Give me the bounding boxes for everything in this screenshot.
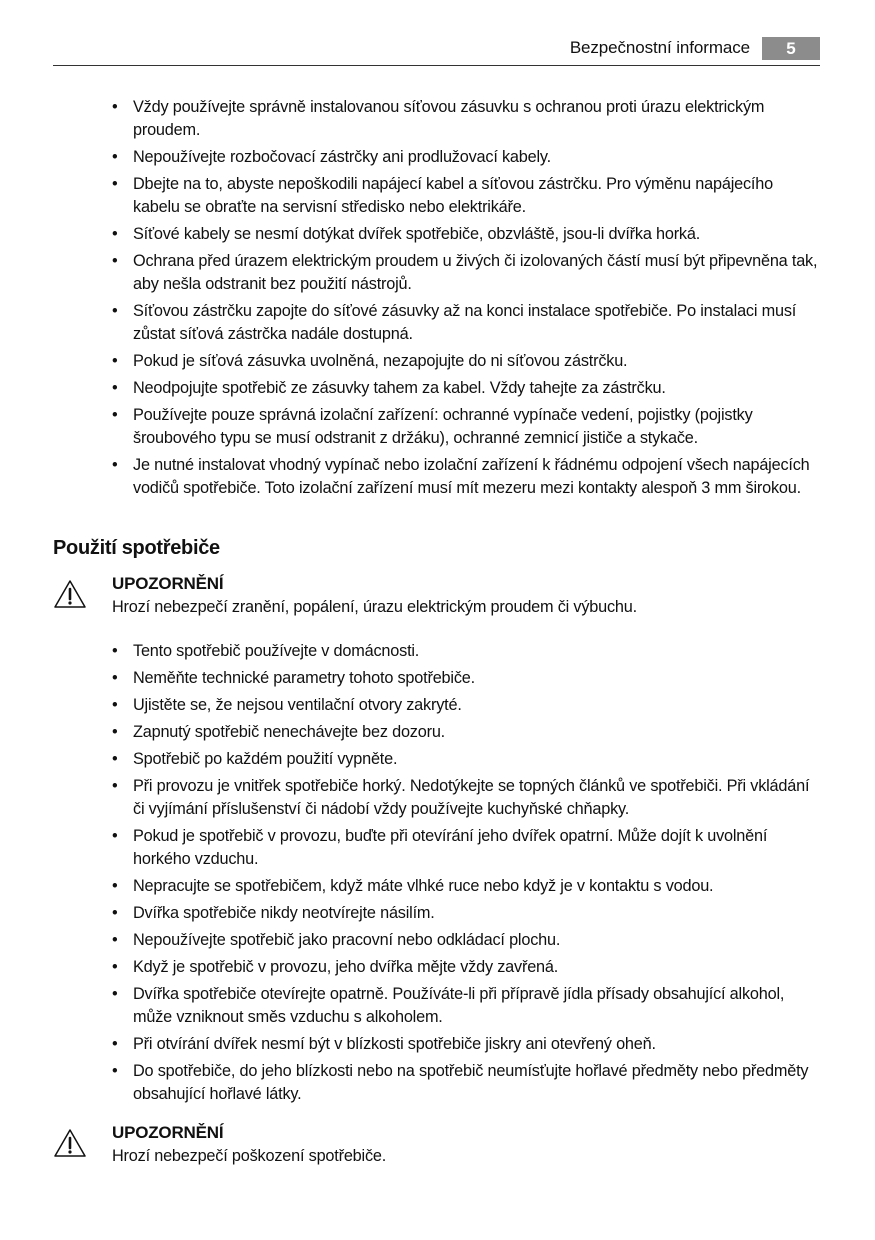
list-item: • Tento spotřebič používejte v domácnosti. xyxy=(112,642,420,660)
list-item: • Nepoužívejte spotřebič jako pracovní nebo odkládací plochu. xyxy=(112,931,561,949)
list-item: • Dvířka spotřebiče otevírejte opatrně. Používáte-li při přípravě jídla přísady obsahující alkohol, může vzniknout směs vzduchu s alkoholem. xyxy=(112,985,785,1026)
list-item: • Vždy používejte správně instalovanou síťovou zásuvku s ochranou proti úrazu elektrickým proudem. xyxy=(112,98,765,139)
list-item: • Pokud je spotřebič v provozu, buďte při otevírání jeho dvířek opatrní. Může dojít k uvolnění horkého vzduchu. xyxy=(112,827,768,868)
list-item: • Do spotřebiče, do jeho blízkosti nebo na spotřebič neumísťujte hořlavé předměty nebo předměty obsahující hořlavé látky. xyxy=(112,1062,809,1103)
page-number: 5 xyxy=(762,37,820,60)
header-title: Bezpečnostní informace xyxy=(569,38,750,57)
list-item: • Dvířka spotřebiče nikdy neotvírejte násilím. xyxy=(112,904,435,922)
usage-list xyxy=(112,640,822,1110)
list-item: • Ujistěte se, že nejsou ventilační otvory zakryté. xyxy=(112,696,462,714)
list-item: • Používejte pouze správná izolační zařízení: ochranné vypínače vedení, pojistky (pojistky šroubového typu se musí odstranit z držáku), ochranné zemnicí jističe a stykače. xyxy=(112,406,753,447)
warning-triangle-icon xyxy=(53,579,87,609)
list-item: • Dbejte na to, abyste nepoškodili napájecí kabel a síťovou zástrčku. Pro výměnu napájecího kabelu se obraťte na servisní středisko nebo elektrikáře. xyxy=(112,175,773,216)
list-item: • Zapnutý spotřebič nenechávejte bez dozoru. xyxy=(112,723,446,741)
section-title: Použití spotřebiče xyxy=(53,537,220,559)
list-item: • Nepoužívejte rozbočovací zástrčky ani prodlužovací kabely. xyxy=(112,148,551,166)
safety-list xyxy=(112,96,822,504)
list-item: • Síťovou zástrčku zapojte do síťové zásuvky až na konci instalace spotřebiče. Po instalaci musí zůstat síťová zástrčka nadále dostupná. xyxy=(112,302,797,343)
list-item: • Neměňte technické parametry tohoto spotřebiče. xyxy=(112,669,475,687)
list-item: • Neodpojujte spotřebič ze zásuvky tahem za kabel. Vždy tahejte za zástrčku. xyxy=(112,379,666,397)
page-header xyxy=(53,37,820,66)
warning-text: Hrozí nebezpečí zranění, popálení, úrazu elektrickým proudem či výbuchu. xyxy=(112,598,637,616)
list-item: • Ochrana před úrazem elektrickým proudem u živých či izolovaných částí musí být připevněna tak, aby nešla odstranit bez použití nástrojů. xyxy=(112,252,818,293)
list-item: • Při otvírání dvířek nesmí být v blízkosti spotřebiče jiskry ani otevřený oheň. xyxy=(112,1035,656,1053)
list-item: • Spotřebič po každém použití vypněte. xyxy=(112,750,398,768)
warning-text: Hrozí nebezpečí poškození spotřebiče. xyxy=(112,1147,387,1165)
list-item: • Když je spotřebič v provozu, jeho dvířka mějte vždy zavřená. xyxy=(112,958,559,976)
list-item: • Pokud je síťová zásuvka uvolněná, nezapojujte do ni síťovou zástrčku. xyxy=(112,352,628,370)
warning-heading: UPOZORNĚNÍ xyxy=(112,1123,224,1142)
warning-triangle-icon xyxy=(53,1128,87,1158)
list-item: • Síťové kabely se nesmí dotýkat dvířek spotřebiče, obzvláště, jsou-li dvířka horká. xyxy=(112,225,701,243)
warning-heading: UPOZORNĚNÍ xyxy=(112,574,224,593)
list-item: • Nepracujte se spotřebičem, když máte vlhké ruce nebo když je v kontaktu s vodou. xyxy=(112,877,714,895)
list-item: • Je nutné instalovat vhodný vypínač nebo izolační zařízení k řádnému odpojení všech napájecích vodičů spotřebiče. Toto izolační zařízení musí mít mezeru mezi kontakty alespoň 3 mm širokou. xyxy=(112,456,810,497)
list-item: • Při provozu je vnitřek spotřebiče horký. Nedotýkejte se topných článků ve spotřebiči. Při vkládání či vyjímání příslušenství či nádobí vždy používejte kuchyňské chňapky. xyxy=(112,777,810,818)
